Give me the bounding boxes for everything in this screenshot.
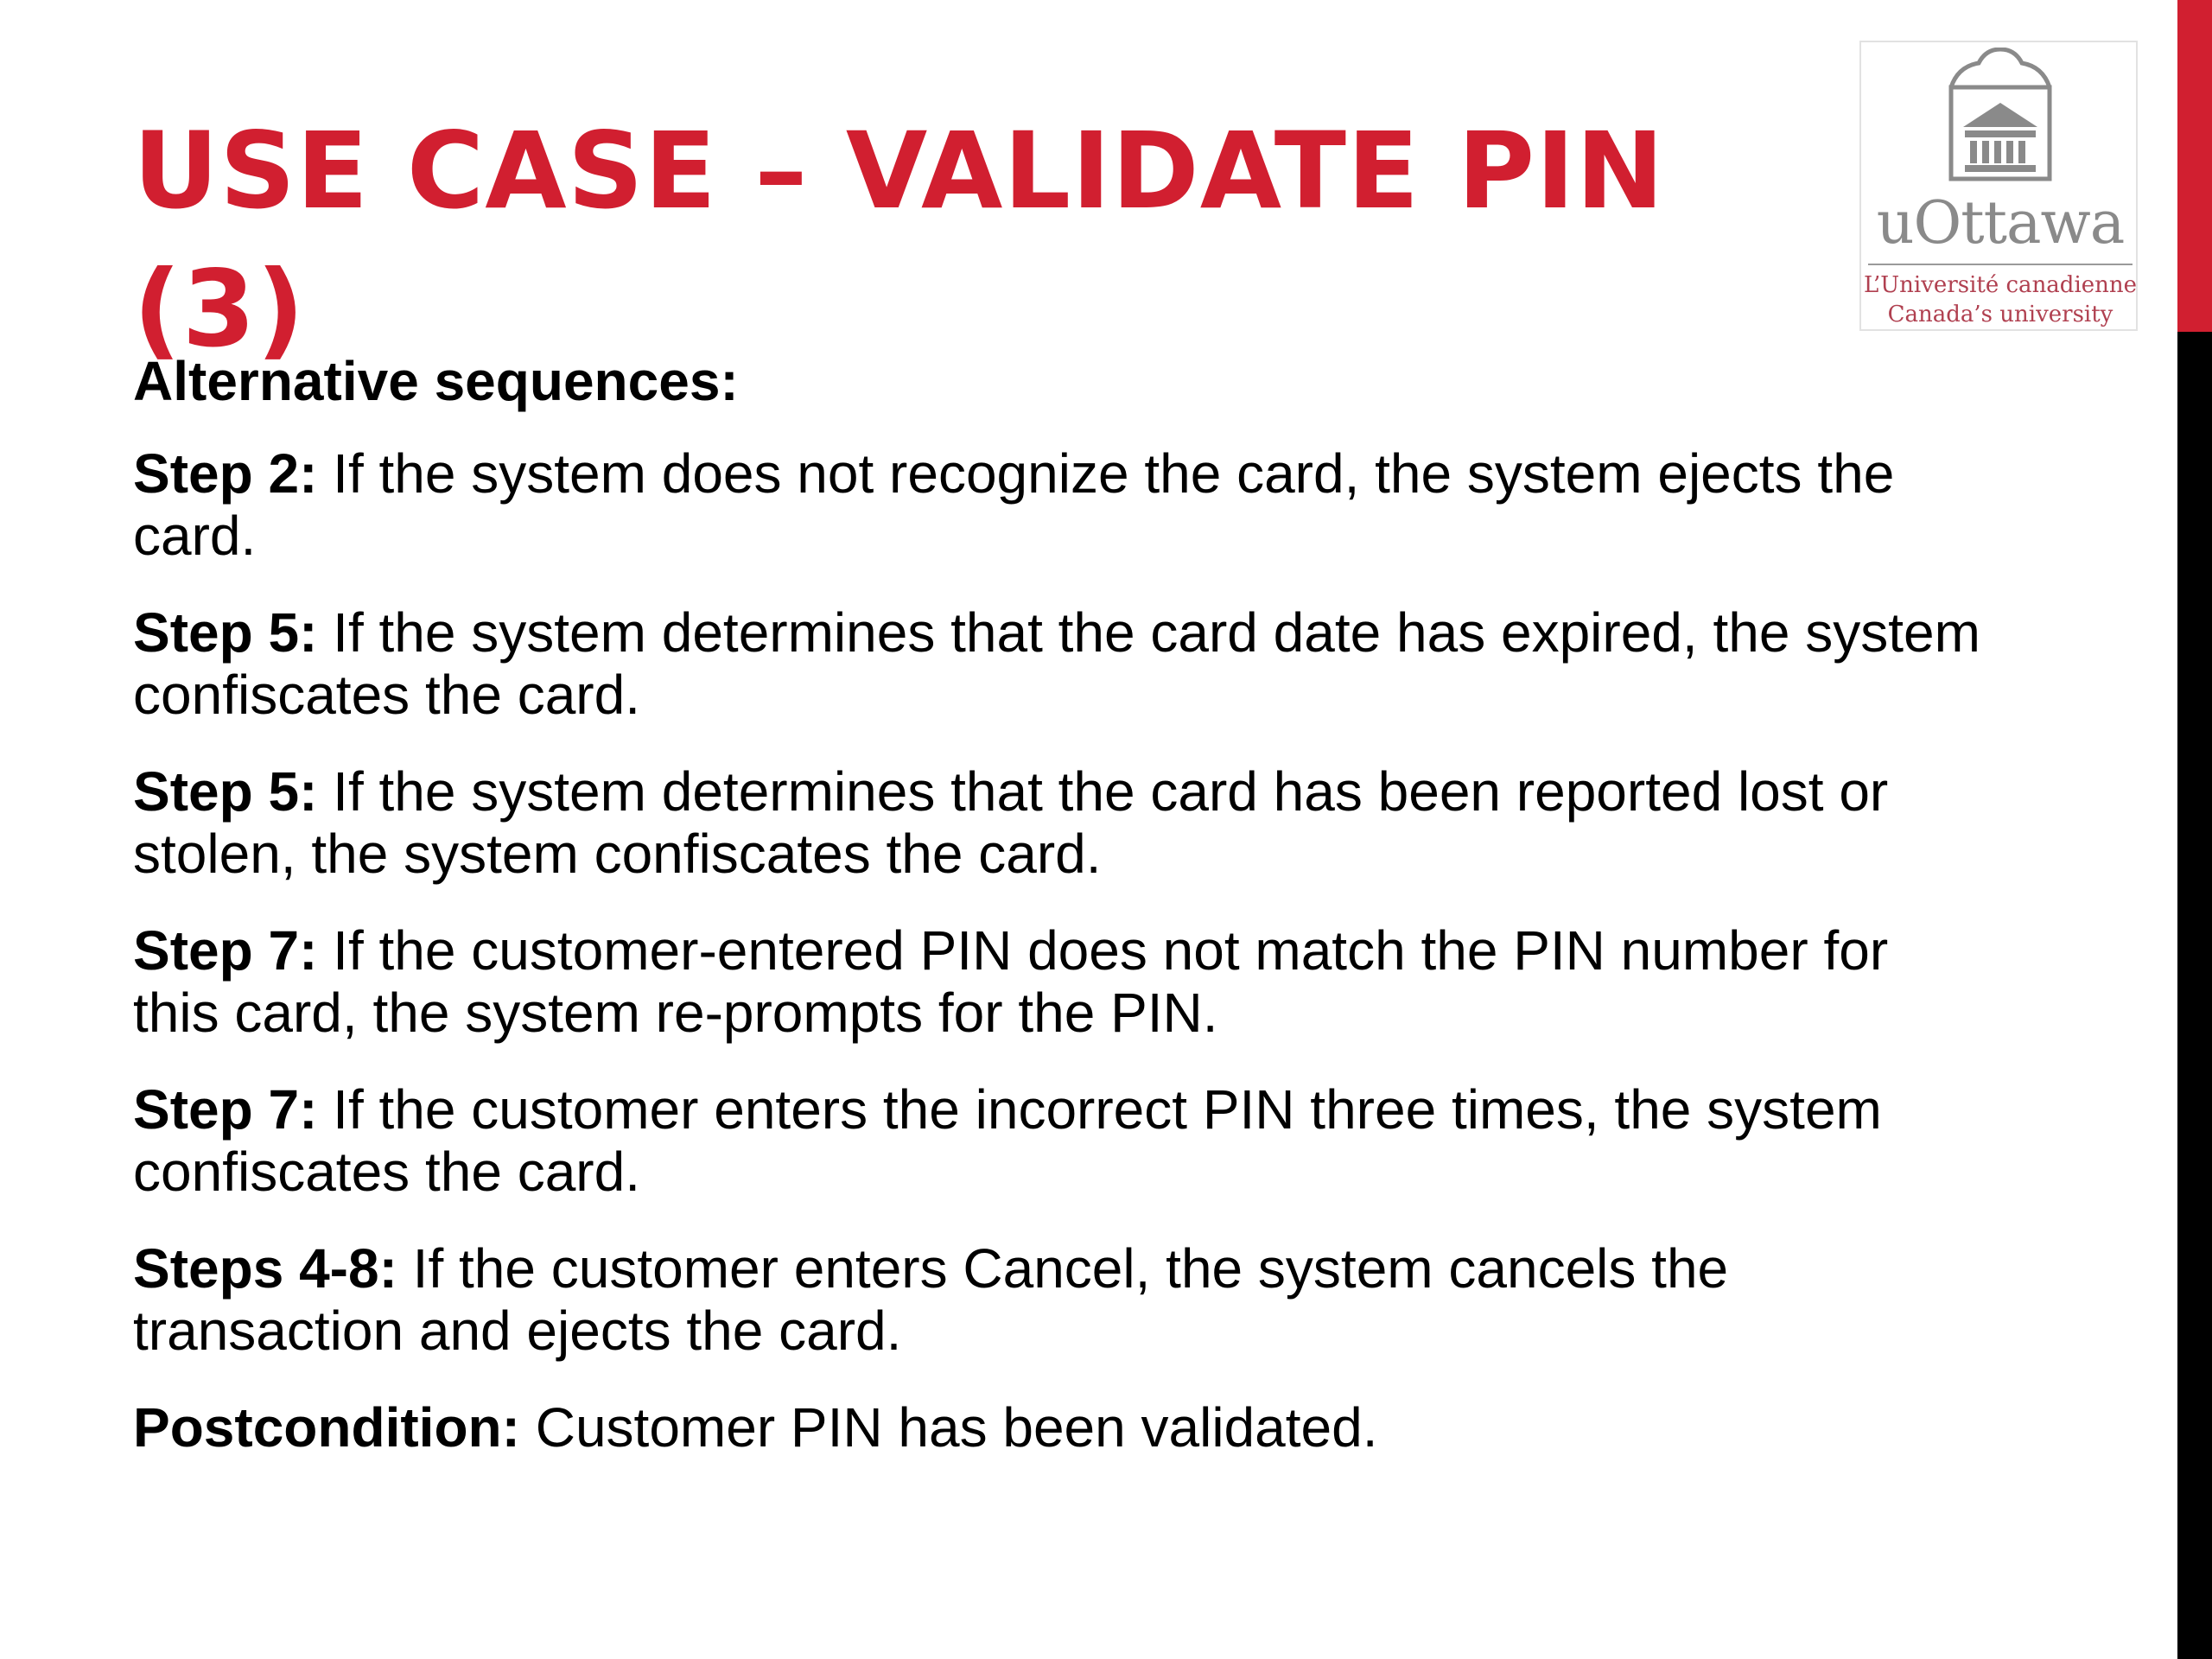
list-item xyxy=(133,601,1982,726)
list-item xyxy=(133,1237,1982,1362)
logo-tagline-fr: L’Université canadienne xyxy=(1863,272,2138,298)
item-label: Postcondition: xyxy=(133,1396,520,1459)
list-item xyxy=(133,1396,1982,1459)
item-label: Steps 4-8: xyxy=(133,1237,397,1300)
list-item xyxy=(133,442,1982,567)
item-text: Customer PIN has been validated. xyxy=(519,1396,1378,1459)
uottawa-logo xyxy=(1859,41,2138,331)
item-label: Step 5: xyxy=(133,760,318,823)
list-item xyxy=(133,1078,1982,1203)
item-text: If the system determines that the card date has expired, the system confiscates the card. xyxy=(133,601,1980,726)
item-text: If the system determines that the card has been reported lost or stolen, the system confiscates the card. xyxy=(133,760,1889,885)
list-item xyxy=(133,919,1982,1044)
section-heading: Alternative sequences: xyxy=(133,350,739,412)
slide-title: USE CASE – VALIDATE PIN (3) xyxy=(133,110,1665,371)
slide-body xyxy=(133,350,1982,1493)
list-item xyxy=(133,760,1982,885)
item-text: If the customer-entered PIN does not match the PIN number for this card, the system re-prompts for the PIN. xyxy=(133,919,1889,1044)
item-text: If the system does not recognize the card, the system ejects the card. xyxy=(133,442,1895,567)
item-label: Step 5: xyxy=(133,601,318,664)
accent-bar-red xyxy=(2177,0,2212,332)
logo-wordmark: uOttawa xyxy=(1876,189,2125,257)
item-label: Step 2: xyxy=(133,442,318,505)
accent-bar-black xyxy=(2177,332,2212,1659)
item-text: If the customer enters the incorrect PIN three times, the system confiscates the card. xyxy=(133,1078,1882,1203)
item-label: Step 7: xyxy=(133,919,318,982)
item-text: If the customer enters Cancel, the system cancels the transaction and ejects the card. xyxy=(133,1237,1729,1362)
logo-divider xyxy=(1868,264,2133,265)
logo-tagline-en: Canada’s university xyxy=(1887,302,2113,327)
item-label: Step 7: xyxy=(133,1078,318,1141)
university-building-icon xyxy=(1934,48,2067,186)
